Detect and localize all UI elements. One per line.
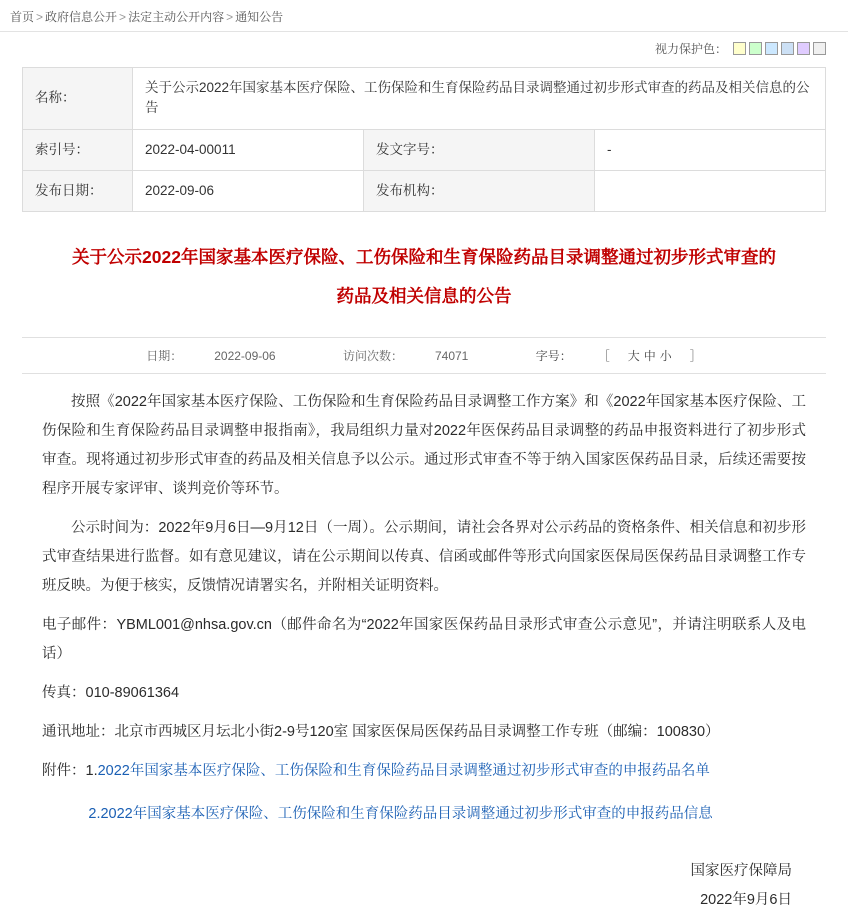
page-title-line1: 关于公示2022年国家基本医疗保险、工伤保险和生育保险药品目录调整通过初步形式审查的 <box>72 247 776 267</box>
info-label-pub-date: 发布日期： <box>23 170 133 211</box>
breadcrumb <box>0 0 848 32</box>
info-value-name: 关于公示2022年国家基本医疗保险、工伤保险和生育保险药品目录调整通过初步形式审查的药品及相关信息的公告 <box>133 68 826 130</box>
meta-date-label: 日期： <box>146 349 183 363</box>
meta-date <box>130 349 291 363</box>
font-size-small-button[interactable]: 小 <box>659 349 672 363</box>
meta-fontsize-label: 字号： <box>535 349 572 363</box>
table-row <box>23 129 826 170</box>
attachments-section <box>42 757 806 829</box>
breadcrumb-item-legal-content[interactable]: 法定主动公开内容 <box>128 10 225 24</box>
body-paragraph-address: 通讯地址：北京市西城区月坛北小街2-9号120室 国家医保局医保药品目录调整工作专班（邮编：100830） <box>42 724 720 740</box>
color-swatch-1[interactable] <box>733 42 746 55</box>
breadcrumb-separator: > <box>226 10 234 24</box>
signature-org: 国家医疗保障局 <box>690 863 792 879</box>
font-size-medium-button[interactable]: 中 <box>643 349 656 363</box>
body-paragraph-fax: 传真：010-89061364 <box>42 685 180 701</box>
breadcrumb-item-home[interactable]: 首页 <box>10 10 35 24</box>
color-swatch-2[interactable] <box>749 42 762 55</box>
body-paragraph-1: 按照《2022年国家基本医疗保险、工伤保险和生育保险药品目录调整工作方案》和《2022年国家基本医疗保险、工伤保险和生育保险药品目录调整申报指南》，我局组织力量对2022年医保药品目录调整的药品申报资料进行了初步形式审查。现将通过初步形式审查的药品及相关信息予以公示。通过形式审查不等于纳入国家医保药品目录，后续还需要按程序开展专家评审、谈判竞价等环节。 <box>42 394 806 497</box>
info-label-pub-org: 发布机构： <box>364 170 595 211</box>
info-label-index: 索引号： <box>23 129 133 170</box>
breadcrumb-separator: > <box>36 10 44 24</box>
info-value-doc-no: - <box>595 129 826 170</box>
body-paragraph-2: 公示时间为：2022年9月6日—9月12日（一周）。公示期间，请社会各界对公示药品的资格条件、相关信息和初步形式审查结果进行监督。如有意见建议，请在公示期间以传真、信函或邮件等形式向国家医保局医保药品目录调整工作专班反映。为便于核实，反馈情况请署实名，并附相关证明资料。 <box>42 520 806 594</box>
breadcrumb-item-notices[interactable]: 通知公告 <box>235 10 284 24</box>
eye-protection-swatches <box>733 42 826 55</box>
table-row <box>23 68 826 130</box>
attachment-link-1[interactable]: 2022年国家基本医疗保险、工伤保险和生育保险药品目录调整通过初步形式审查的申报药品名单 <box>97 763 710 779</box>
signature-date: 2022年9月6日 <box>700 892 792 908</box>
attachment-2-prefix: 2. <box>88 806 101 822</box>
font-size-large-button[interactable]: 大 <box>627 349 640 363</box>
attachment-link-2[interactable] <box>88 806 712 822</box>
meta-visits-label: 访问次数： <box>342 349 403 363</box>
color-swatch-4[interactable] <box>781 42 794 55</box>
meta-visits-value: 74071 <box>434 349 469 363</box>
info-label-doc-no: 发文字号： <box>364 129 595 170</box>
page-title <box>0 212 848 329</box>
document-meta-bar <box>22 337 826 374</box>
color-swatch-5[interactable] <box>797 42 810 55</box>
meta-visits <box>327 349 484 363</box>
eye-protection-label: 视力保护色： <box>654 42 727 56</box>
meta-fontsize-bracket-open: ［ <box>603 349 610 363</box>
document-info-section <box>0 61 848 212</box>
breadcrumb-item-gov-info[interactable]: 政府信息公开 <box>45 10 118 24</box>
body-paragraph-email: 电子邮件：YBML001@nhsa.gov.cn（邮件命名为“2022年国家医保药品目录形式审查公示意见”，并请注明联系人及电话） <box>42 617 806 662</box>
page-title-line2: 药品及相关信息的公告 <box>336 285 512 306</box>
signature-block <box>0 843 848 915</box>
color-swatch-6[interactable] <box>813 42 826 55</box>
info-value-index: 2022-04-00011 <box>133 129 364 170</box>
color-swatch-3[interactable] <box>765 42 778 55</box>
meta-fontsize-bracket-close: ］ <box>689 349 702 363</box>
table-row <box>23 170 826 211</box>
attachment-2-label: 2022年国家基本医疗保险、工伤保险和生育保险药品目录调整通过初步形式审查的申报药品信息 <box>100 806 713 822</box>
info-value-pub-date: 2022-09-06 <box>133 170 364 211</box>
document-info-table <box>22 67 826 212</box>
meta-font-size <box>520 349 718 363</box>
attachment-line-2 <box>42 800 806 829</box>
meta-date-value: 2022-09-06 <box>214 349 276 363</box>
breadcrumb-separator: > <box>119 10 127 24</box>
eye-protection-color-bar <box>0 32 848 61</box>
info-value-pub-org <box>595 170 826 211</box>
attachment-line-1 <box>42 757 806 786</box>
info-label-name: 名称： <box>23 68 133 130</box>
attachment-prefix: 附件：1. <box>42 763 98 779</box>
document-body <box>0 374 848 829</box>
